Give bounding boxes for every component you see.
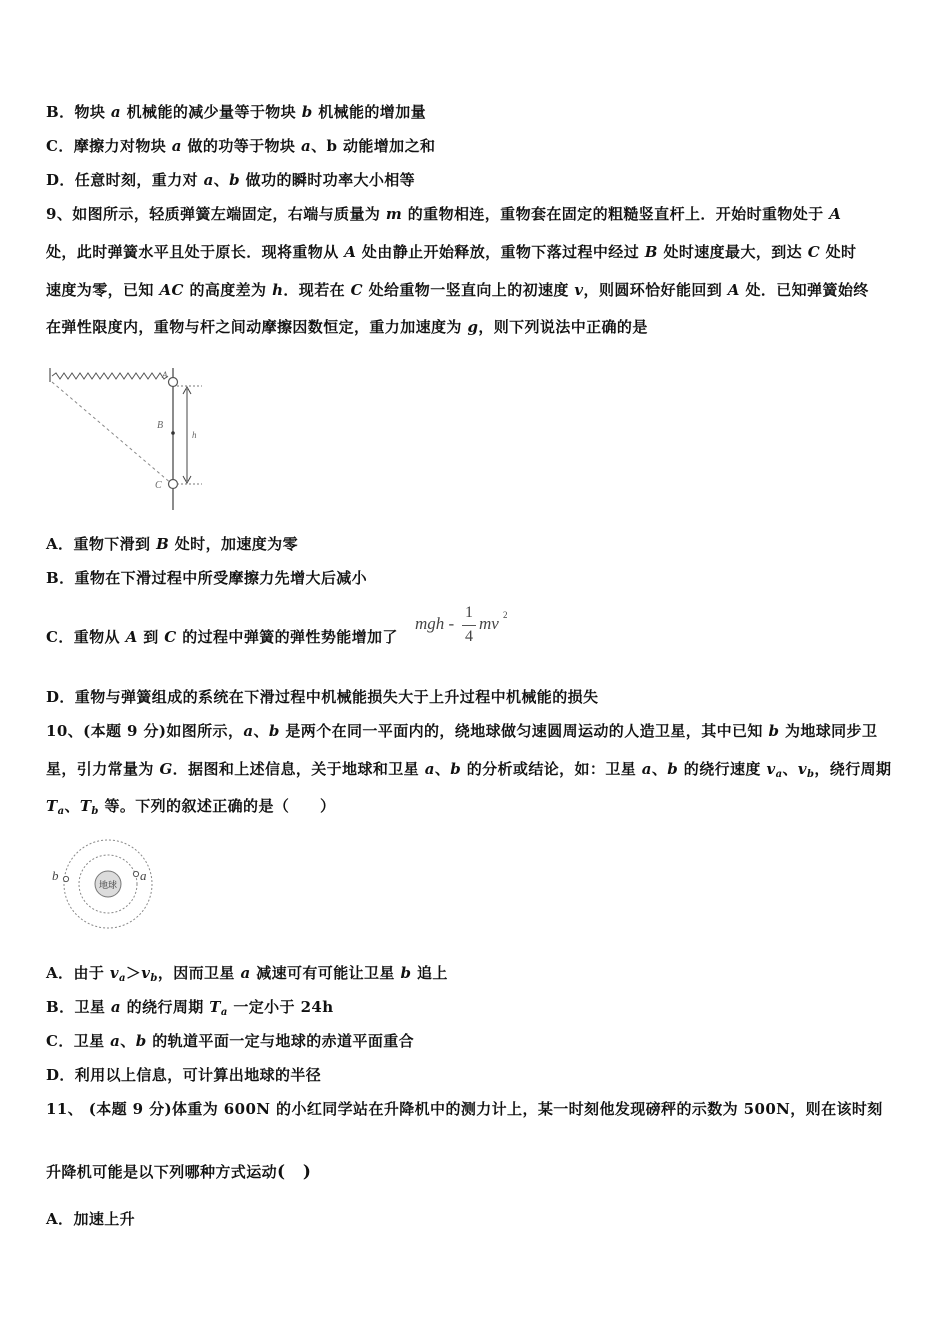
earth-label: 地球 — [98, 881, 118, 891]
q9-option-b: B．重物在下滑过程中所受摩擦力先增大后减小 — [46, 569, 368, 587]
label-b: B — [157, 420, 164, 431]
q9-option-a: A．重物下滑到 B 处时，加速度为零 — [46, 535, 298, 553]
weight-ring-a — [169, 378, 178, 387]
q9-stem-line-2: 处，此时弹簧水平且处于原长．现将重物从 A 处由静止开始释放，重物下落过程中经过 B 处时速度最大，到达 C 处时 — [46, 243, 857, 261]
q9-stem-line-3: 速度为零，已知 AC 的高度差为 h．现若在 C 处给重物一竖直向上的初速度 v，则圆环恰好能回到 A 处．已知弹簧始终 — [46, 281, 869, 299]
satellite-b-icon — [63, 876, 68, 881]
q9-option-c-formula: mgh - 1 4 mv 2 — [415, 604, 508, 645]
q9-stem-line-4: 在弹性限度内，重物与杆之间动摩擦因数恒定，重力加速度为 g，则下列说法中正确的是 — [46, 318, 648, 336]
point-b — [171, 431, 175, 435]
spring-dashed-path — [52, 382, 172, 484]
q10-stem-line-3: $T_a$、$T_b$ 等。下列的叙述正确的是（ ） — [46, 797, 336, 817]
satellite-a-icon — [133, 871, 138, 876]
label-sat-a: a — [140, 868, 147, 883]
q11-stem-line-1: 11、 (本题 9 分)体重为 600N 的小红同学站在升降机中的测力计上，某一时刻他发现磅秤的示数为 500N，则在该时刻 — [46, 1100, 883, 1118]
q10-option-d: D．利用以上信息，可计算出地球的半径 — [46, 1066, 322, 1084]
answer-parentheses: ( ) — [277, 1162, 312, 1182]
q9-stem-line-1: 9、如图所示，轻质弹簧左端固定，右端与质量为 m 的重物相连，重物套在固定的粗糙竖直杆上．开始时重物处于 A — [46, 205, 842, 223]
label-c: C — [155, 480, 162, 491]
q10-option-a: A．由于 $v_a>v_b$，因而卫星 a 减速可有可能让卫星 b 追上 — [46, 964, 448, 984]
q10-orbit-figure — [50, 838, 160, 933]
q9-option-d: D．重物与弹簧组成的系统在下滑过程中机械能损失大于上升过程中机械能的损失 — [46, 688, 599, 706]
q10-option-b: B．卫星 a 的绕行周期 $T_a$ 一定小于 24h — [46, 998, 334, 1018]
label-sat-b: b — [52, 868, 59, 883]
q9-option-c: C．重物从 A 到 C 的过程中弹簧的弹性势能增加了 — [46, 628, 398, 646]
q8-option-c: C．摩擦力对物块 a 做的功等于物块 a、b 动能增加之和 — [46, 137, 436, 155]
q11-stem-line-2: 升降机可能是以下列哪种方式运动( ) — [46, 1162, 312, 1182]
label-a: A — [162, 370, 168, 380]
q8-option-b: B．物块 a 机械能的减少量等于物块 b 机械能的增加量 — [46, 103, 427, 121]
q9-spring-figure — [46, 360, 216, 515]
q8-option-d: D．任意时刻，重力对 a、b 做功的瞬时功率大小相等 — [46, 171, 416, 189]
q10-stem-line-1: 10、(本题 9 分)如图所示，a、b 是两个在同一平面内的，绕地球做匀速圆周运动的人造卫星，其中已知 b 为地球同步卫 — [46, 722, 878, 740]
q11-option-a: A．加速上升 — [46, 1210, 136, 1228]
q10-option-c: C．卫星 a、b 的轨道平面一定与地球的赤道平面重合 — [46, 1032, 415, 1050]
label-h: h — [192, 430, 197, 440]
weight-ring-c — [169, 480, 178, 489]
q10-stem-line-2: 星，引力常量为 G．据图和上述信息，关于地球和卫星 a、b 的分析或结论，如：卫星 a、b 的绕行速度 $v_a$、$v_b$，绕行周期 — [46, 760, 892, 780]
spring-coil — [52, 373, 168, 379]
